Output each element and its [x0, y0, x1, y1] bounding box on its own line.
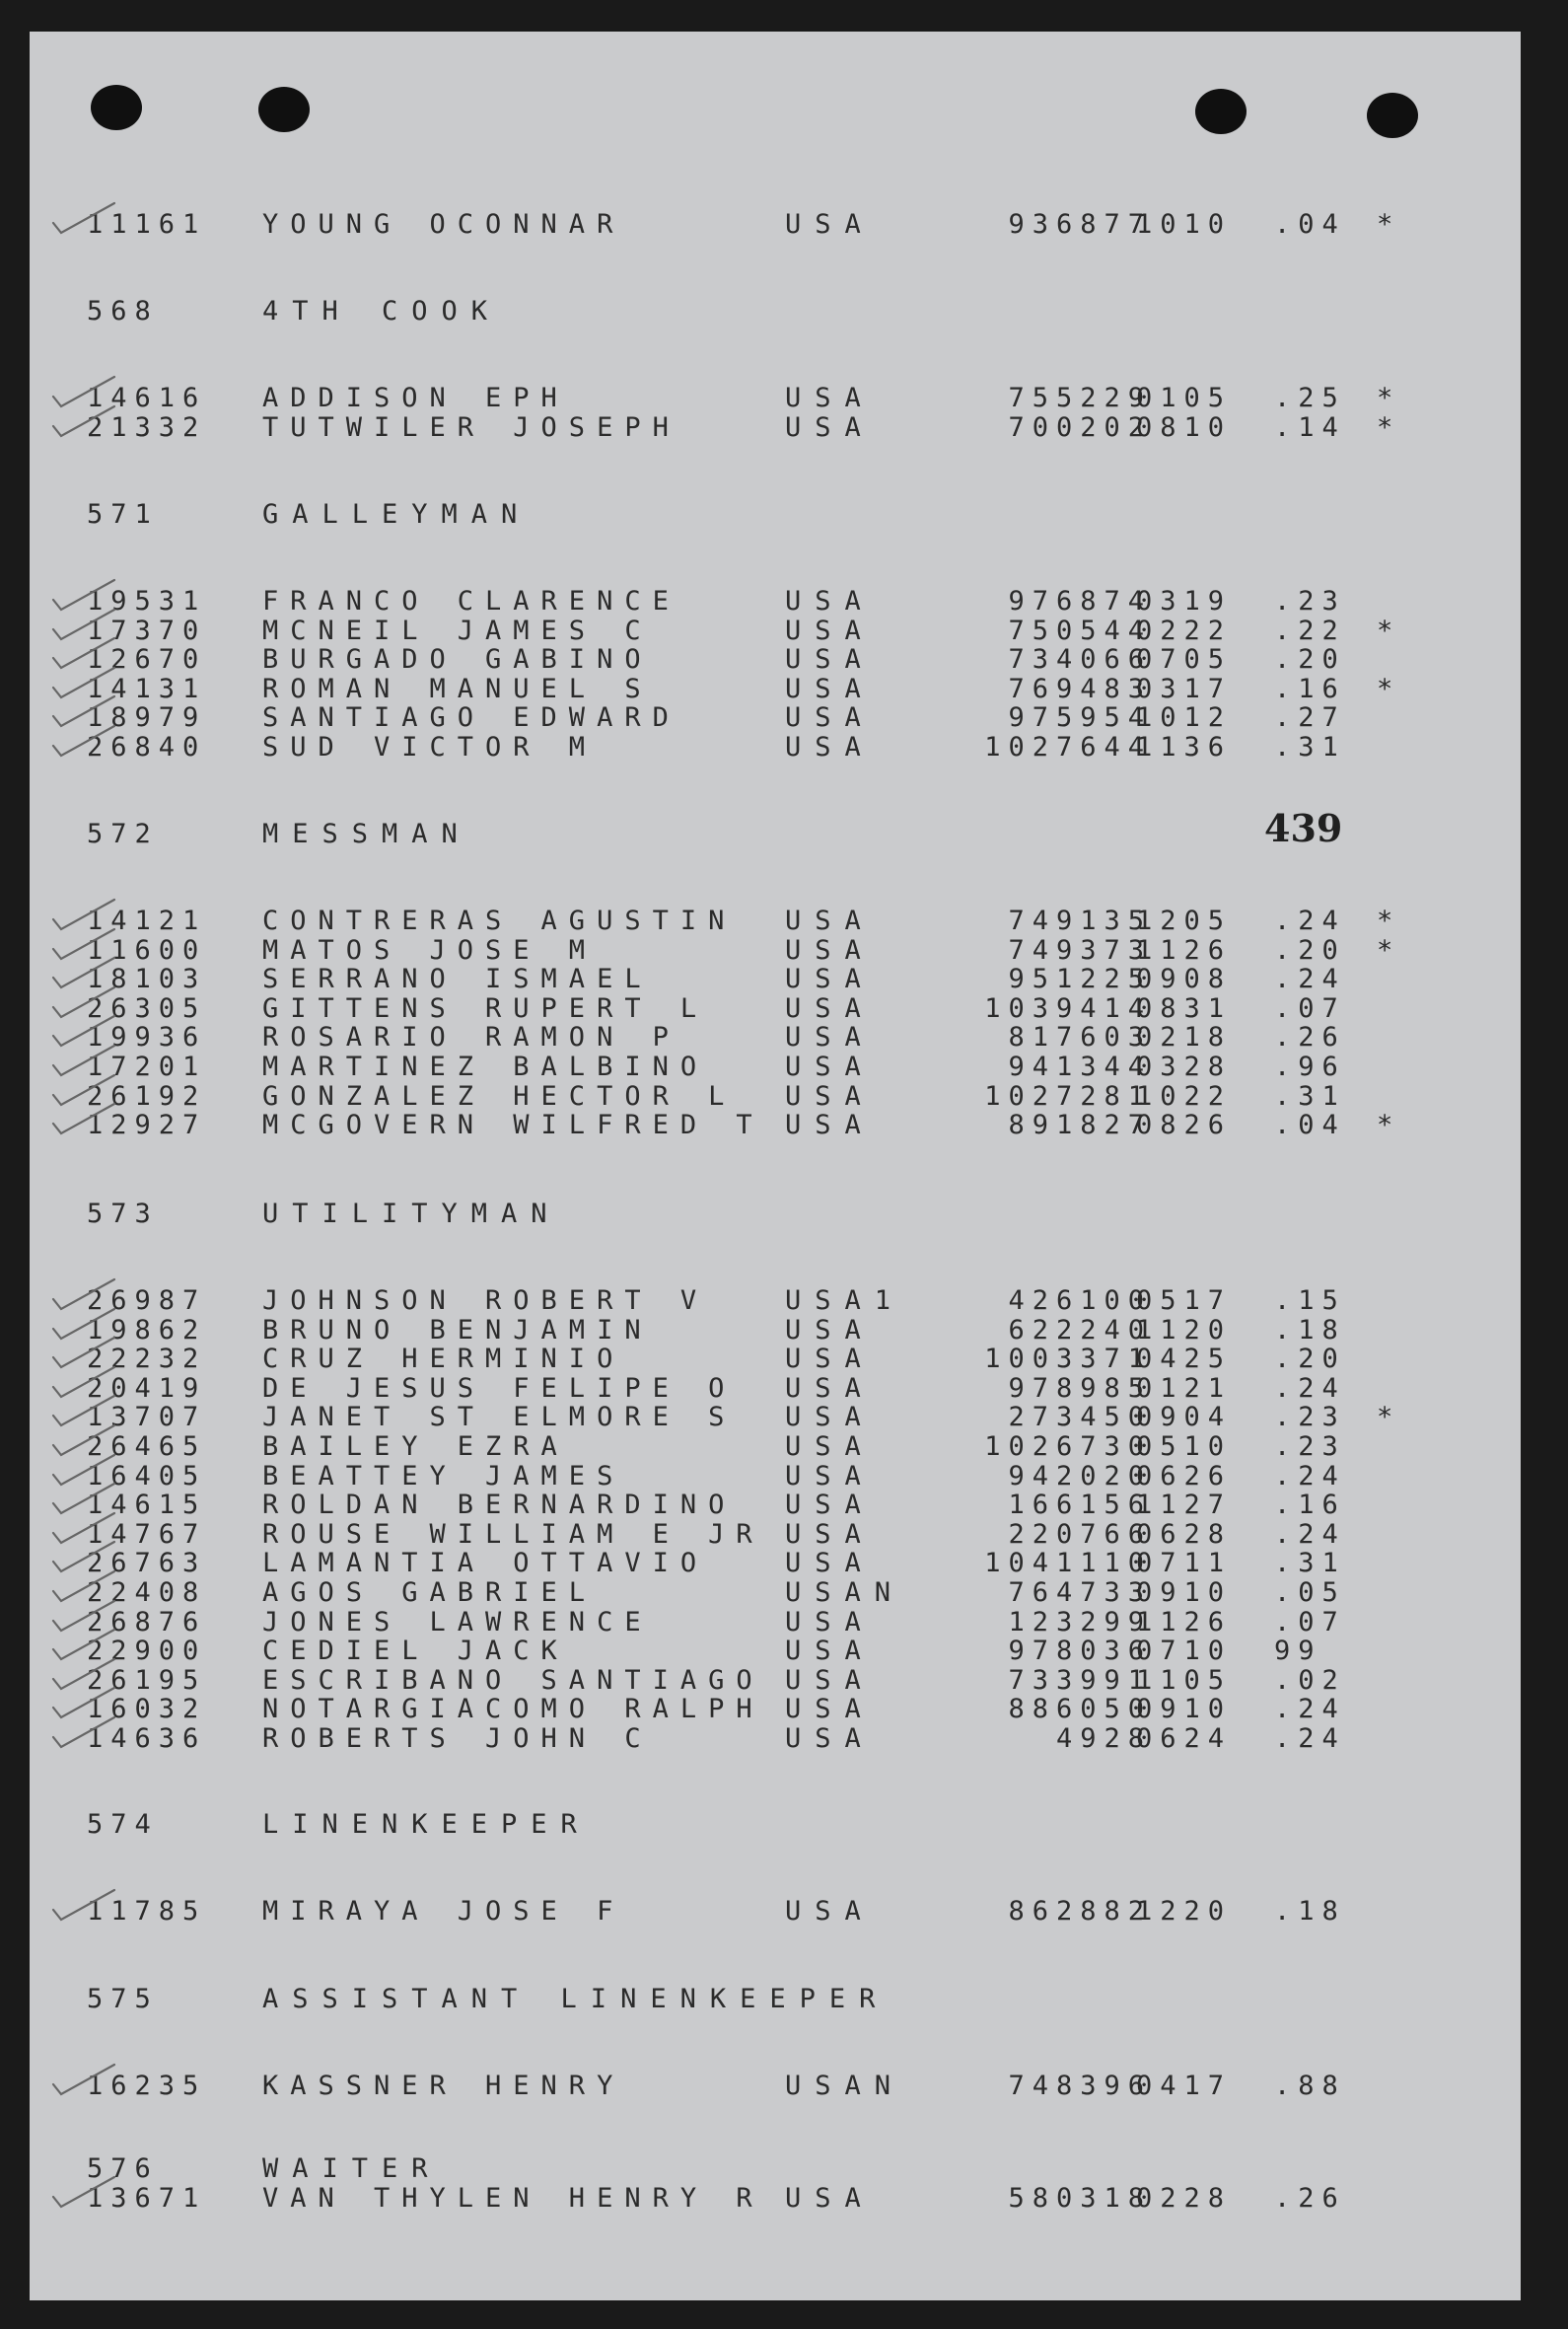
- crew-id: 26195: [87, 1664, 207, 1696]
- crew-id: 26192: [87, 1080, 207, 1112]
- crew-name: NOTARGIACOMO RALPH: [262, 1694, 764, 1725]
- citizenship: USA: [785, 1344, 875, 1375]
- crew-name: BAILEY EZRA: [262, 1431, 569, 1462]
- rate-value: 99: [1274, 1636, 1322, 1667]
- crew-id: 12927: [87, 1110, 207, 1141]
- crew-id: 18103: [87, 964, 207, 995]
- document-number: 123299: [1008, 1606, 1152, 1638]
- document-number: 1041110: [984, 1548, 1152, 1579]
- binder-hole: [1195, 89, 1247, 134]
- check-mark-icon: [49, 722, 118, 762]
- crew-id: 26840: [87, 732, 207, 763]
- rate-value: .14: [1274, 411, 1346, 443]
- rate-value: .23: [1274, 1431, 1346, 1462]
- asterisk-mark: *: [1377, 615, 1401, 646]
- crew-name: ROBERTS JOHN C: [262, 1723, 653, 1754]
- citizenship: USA: [785, 964, 875, 995]
- asterisk-mark: *: [1377, 673, 1401, 704]
- citizenship: USA: [785, 1896, 875, 1927]
- crew-row: [30, 209, 1521, 239]
- document-number: 755229: [1008, 383, 1152, 413]
- crew-name: MCGOVERN WILFRED T: [262, 1110, 764, 1141]
- rate-value: .04: [1274, 209, 1346, 240]
- crew-row: [30, 616, 1521, 645]
- crew-id: 14615: [87, 1490, 207, 1521]
- document-number: 1027281: [984, 1080, 1152, 1112]
- citizenship: USA: [785, 644, 875, 676]
- crew-id: 13671: [87, 2183, 207, 2214]
- page-number: 439: [1264, 806, 1343, 850]
- citizenship: USA: [785, 1606, 875, 1638]
- crew-id: 11600: [87, 934, 207, 966]
- position-code: 568: [87, 296, 159, 327]
- crew-id: 16235: [87, 2071, 207, 2101]
- crew-name: ROUSE WILLIAM E JR: [262, 1518, 764, 1550]
- crew-row: [30, 1665, 1521, 1695]
- crew-name: KASSNER HENRY: [262, 2071, 625, 2101]
- crew-row: [30, 993, 1521, 1023]
- rate-value: .88: [1274, 2071, 1346, 2101]
- date-code: 1126: [1136, 1606, 1233, 1638]
- date-code: 0831: [1136, 992, 1233, 1024]
- section-header: [30, 819, 1521, 848]
- citizenship: USA: [785, 1636, 875, 1667]
- crew-name: VAN THYLEN HENRY R: [262, 2183, 764, 2214]
- citizenship: USA: [785, 1431, 875, 1462]
- rate-value: .15: [1274, 1285, 1346, 1316]
- crew-row: [30, 1896, 1521, 1926]
- document-number: 749373: [1008, 934, 1152, 966]
- document-number: 4928: [1055, 1723, 1152, 1754]
- date-code: 0711: [1136, 1548, 1233, 1579]
- crew-name: ROMAN MANUEL S: [262, 673, 653, 704]
- date-code: 0710: [1136, 1636, 1233, 1667]
- date-code: 0425: [1136, 1344, 1233, 1375]
- rate-value: .31: [1274, 1548, 1346, 1579]
- document-number: 817603: [1008, 1022, 1152, 1054]
- document-number: 764733: [1008, 1577, 1152, 1608]
- date-code: 1012: [1136, 702, 1233, 734]
- check-mark-icon: [49, 402, 118, 442]
- document-number: 891827: [1008, 1110, 1152, 1141]
- section-header: [30, 1809, 1521, 1839]
- crew-id: 26305: [87, 992, 207, 1024]
- crew-name: JOHNSON ROBERT V: [262, 1285, 709, 1316]
- citizenship: USA: [785, 1548, 875, 1579]
- document-number: 1039414: [984, 992, 1152, 1024]
- document-number: 750544: [1008, 615, 1152, 646]
- crew-id: 16405: [87, 1460, 207, 1492]
- crew-name: BEATTEY JAMES: [262, 1460, 625, 1492]
- position-title: ASSISTANT LINENKEEPER: [262, 1984, 890, 2014]
- asterisk-mark: *: [1377, 1402, 1401, 1433]
- crew-name: ROSARIO RAMON P: [262, 1022, 680, 1054]
- rate-value: .25: [1274, 383, 1346, 413]
- date-code: 0910: [1136, 1694, 1233, 1725]
- crew-id: 16032: [87, 1694, 207, 1725]
- section-header: [30, 1199, 1521, 1228]
- crew-id: 20419: [87, 1372, 207, 1404]
- position-code: 573: [87, 1199, 159, 1229]
- asterisk-mark: *: [1377, 209, 1401, 240]
- rate-value: .20: [1274, 1344, 1346, 1375]
- date-code: 0628: [1136, 1518, 1233, 1550]
- crew-row: [30, 1607, 1521, 1637]
- crew-name: DE JESUS FELIPE O: [262, 1372, 737, 1404]
- rate-value: .24: [1274, 1723, 1346, 1754]
- check-mark-icon: [49, 2061, 118, 2100]
- crew-name: JANET ST ELMORE S: [262, 1402, 737, 1433]
- citizenship: USA: [785, 1402, 875, 1433]
- crew-id: 22232: [87, 1344, 207, 1375]
- crew-row: [30, 1577, 1521, 1607]
- rate-value: .24: [1274, 964, 1346, 995]
- crew-name: MATOS JOSE M: [262, 934, 598, 966]
- check-mark-icon: [49, 1886, 118, 1926]
- asterisk-mark: *: [1377, 906, 1401, 936]
- citizenship: USA: [785, 1490, 875, 1521]
- date-code: 0105: [1136, 383, 1233, 413]
- crew-name: TUTWILER JOSEPH: [262, 411, 680, 443]
- crew-row: [30, 1052, 1521, 1081]
- document-number: 749135: [1008, 906, 1152, 936]
- document-number: 862882: [1008, 1896, 1152, 1927]
- position-code: 574: [87, 1809, 159, 1840]
- document-number: 936877: [1008, 209, 1152, 240]
- citizenship: USA: [785, 702, 875, 734]
- rate-value: .96: [1274, 1052, 1346, 1082]
- date-code: 0319: [1136, 586, 1233, 617]
- crew-id: 14131: [87, 673, 207, 704]
- position-title: WAITER: [262, 2153, 442, 2184]
- rate-value: .24: [1274, 906, 1346, 936]
- crew-row: [30, 906, 1521, 935]
- document-number: 426100: [1008, 1285, 1152, 1316]
- crew-row: [30, 702, 1521, 732]
- crew-id: 17201: [87, 1052, 207, 1082]
- rate-value: .31: [1274, 732, 1346, 763]
- crew-id: 19862: [87, 1314, 207, 1346]
- crew-row: [30, 2183, 1521, 2213]
- crew-row: [30, 1431, 1521, 1461]
- asterisk-mark: *: [1377, 1110, 1401, 1141]
- check-mark-icon: [49, 199, 118, 239]
- crew-id: 21332: [87, 411, 207, 443]
- crew-name: JONES LAWRENCE: [262, 1606, 653, 1638]
- crew-id: 12670: [87, 644, 207, 676]
- citizenship: USA: [785, 1052, 875, 1082]
- asterisk-mark: *: [1377, 934, 1401, 966]
- check-mark-icon: [49, 2173, 118, 2213]
- crew-id: 17370: [87, 615, 207, 646]
- citizenship: USA: [785, 1694, 875, 1725]
- document-number: 1003371: [984, 1344, 1152, 1375]
- document-number: 886050: [1008, 1694, 1152, 1725]
- date-code: 1126: [1136, 934, 1233, 966]
- crew-name: SERRANO ISMAEL: [262, 964, 653, 995]
- crew-row: [30, 1490, 1521, 1519]
- document-page: [30, 32, 1521, 2300]
- rate-value: .23: [1274, 1402, 1346, 1433]
- date-code: 0222: [1136, 615, 1233, 646]
- crew-row: [30, 1315, 1521, 1345]
- crew-row: [30, 2071, 1521, 2100]
- crew-name: ROLDAN BERNARDINO: [262, 1490, 737, 1521]
- rate-value: .07: [1274, 1606, 1346, 1638]
- citizenship: USA: [785, 673, 875, 704]
- section-header: [30, 1984, 1521, 2013]
- crew-row: [30, 1373, 1521, 1403]
- crew-name: LAMANTIA OTTAVIO: [262, 1548, 709, 1579]
- crew-row: [30, 1081, 1521, 1111]
- citizenship: USA: [785, 1518, 875, 1550]
- document-number: 734066: [1008, 644, 1152, 676]
- rate-value: .24: [1274, 1460, 1346, 1492]
- date-code: 0218: [1136, 1022, 1233, 1054]
- crew-row: [30, 586, 1521, 616]
- crew-row: [30, 1519, 1521, 1549]
- citizenship: USA: [785, 586, 875, 617]
- crew-name: CEDIEL JACK: [262, 1636, 569, 1667]
- document-number: 166156: [1008, 1490, 1152, 1521]
- document-number: 951225: [1008, 964, 1152, 995]
- check-mark-icon: [49, 1100, 118, 1139]
- date-code: 1022: [1136, 1080, 1233, 1112]
- binder-hole: [258, 87, 310, 132]
- binder-hole: [91, 85, 142, 130]
- citizenship: USA: [785, 209, 875, 240]
- crew-name: BRUNO BENJAMIN: [262, 1314, 653, 1346]
- rate-value: .18: [1274, 1314, 1346, 1346]
- citizenship: USA: [785, 934, 875, 966]
- crew-id: 13707: [87, 1402, 207, 1433]
- crew-name: GITTENS RUPERT L: [262, 992, 709, 1024]
- position-title: LINENKEEPER: [262, 1809, 591, 1840]
- crew-id: 19936: [87, 1022, 207, 1054]
- document-number: 978985: [1008, 1372, 1152, 1404]
- crew-name: SUD VICTOR M: [262, 732, 598, 763]
- crew-name: BURGADO GABINO: [262, 644, 653, 676]
- citizenship: USA: [785, 383, 875, 413]
- rate-value: .22: [1274, 615, 1346, 646]
- crew-row: [30, 644, 1521, 674]
- citizenship: USAN: [785, 1577, 905, 1608]
- date-code: 0908: [1136, 964, 1233, 995]
- document-number: 700202: [1008, 411, 1152, 443]
- rate-value: .20: [1274, 934, 1346, 966]
- crew-name: SANTIAGO EDWARD: [262, 702, 680, 734]
- citizenship: USA: [785, 1110, 875, 1141]
- date-code: 1105: [1136, 1664, 1233, 1696]
- citizenship: USA: [785, 411, 875, 443]
- date-code: 0826: [1136, 1110, 1233, 1141]
- rate-value: .24: [1274, 1518, 1346, 1550]
- binder-hole: [1367, 93, 1418, 138]
- document-number: 976874: [1008, 586, 1152, 617]
- date-code: 0417: [1136, 2071, 1233, 2101]
- position-title: GALLEYMAN: [262, 499, 532, 530]
- document-number: 941344: [1008, 1052, 1152, 1082]
- rate-value: .31: [1274, 1080, 1346, 1112]
- position-code: 571: [87, 499, 159, 530]
- crew-id: 26876: [87, 1606, 207, 1638]
- crew-name: FRANCO CLARENCE: [262, 586, 680, 617]
- section-header: [30, 296, 1521, 326]
- crew-name: YOUNG OCONNAR: [262, 209, 625, 240]
- date-code: 0624: [1136, 1723, 1233, 1754]
- date-code: 1120: [1136, 1314, 1233, 1346]
- document-number: 1026730: [984, 1431, 1152, 1462]
- crew-id: 26763: [87, 1548, 207, 1579]
- rate-value: .16: [1274, 1490, 1346, 1521]
- crew-id: 19531: [87, 586, 207, 617]
- rate-value: .16: [1274, 673, 1346, 704]
- date-code: 1010: [1136, 209, 1233, 240]
- crew-row: [30, 1723, 1521, 1753]
- crew-id: 14121: [87, 906, 207, 936]
- crew-id: 22408: [87, 1577, 207, 1608]
- citizenship: USAN: [785, 2071, 905, 2101]
- rate-value: .04: [1274, 1110, 1346, 1141]
- citizenship: USA: [785, 1314, 875, 1346]
- crew-row: [30, 1636, 1521, 1665]
- citizenship: USA: [785, 2183, 875, 2214]
- crew-row: [30, 1402, 1521, 1431]
- date-code: 0810: [1136, 411, 1233, 443]
- date-code: 0510: [1136, 1431, 1233, 1462]
- section-header: [30, 499, 1521, 529]
- rate-value: .18: [1274, 1896, 1346, 1927]
- crew-id: 22900: [87, 1636, 207, 1667]
- crew-id: 14616: [87, 383, 207, 413]
- citizenship: USA: [785, 732, 875, 763]
- crew-id: 26465: [87, 1431, 207, 1462]
- rate-value: .24: [1274, 1694, 1346, 1725]
- crew-name: MCNEIL JAMES C: [262, 615, 653, 646]
- asterisk-mark: *: [1377, 411, 1401, 443]
- crew-name: CRUZ HERMINIO: [262, 1344, 625, 1375]
- date-code: 0328: [1136, 1052, 1233, 1082]
- date-code: 0626: [1136, 1460, 1233, 1492]
- date-code: 0705: [1136, 644, 1233, 676]
- document-number: 580318: [1008, 2183, 1152, 2214]
- citizenship: USA: [785, 906, 875, 936]
- crew-id: 11161: [87, 209, 207, 240]
- crew-id: 14636: [87, 1723, 207, 1754]
- date-code: 1136: [1136, 732, 1233, 763]
- rate-value: .20: [1274, 644, 1346, 676]
- rate-value: .26: [1274, 1022, 1346, 1054]
- citizenship: USA: [785, 1022, 875, 1054]
- crew-row: [30, 1461, 1521, 1491]
- document-number: 622240: [1008, 1314, 1152, 1346]
- asterisk-mark: *: [1377, 383, 1401, 413]
- position-title: MESSMAN: [262, 819, 471, 849]
- rate-value: .02: [1274, 1664, 1346, 1696]
- crew-row: [30, 1694, 1521, 1723]
- document-number: 748396: [1008, 2071, 1152, 2101]
- citizenship: USA: [785, 1723, 875, 1754]
- citizenship: USA: [785, 1460, 875, 1492]
- crew-row: [30, 1022, 1521, 1052]
- crew-row: [30, 732, 1521, 762]
- crew-name: AGOS GABRIEL: [262, 1577, 598, 1608]
- date-code: 1220: [1136, 1896, 1233, 1927]
- crew-row: [30, 964, 1521, 993]
- rate-value: .24: [1274, 1372, 1346, 1404]
- position-code: 572: [87, 819, 159, 849]
- crew-row: [30, 674, 1521, 703]
- date-code: 1205: [1136, 906, 1233, 936]
- document-number: 273450: [1008, 1402, 1152, 1433]
- rate-value: .05: [1274, 1577, 1346, 1608]
- position-title: UTILITYMAN: [262, 1199, 561, 1229]
- crew-row: [30, 935, 1521, 965]
- crew-row: [30, 1344, 1521, 1373]
- citizenship: USA: [785, 992, 875, 1024]
- crew-row: [30, 412, 1521, 442]
- document-number: 1027644: [984, 732, 1152, 763]
- document-number: 733991: [1008, 1664, 1152, 1696]
- citizenship: USA1: [785, 1285, 905, 1316]
- date-code: 0904: [1136, 1402, 1233, 1433]
- document-number: 975954: [1008, 702, 1152, 734]
- crew-name: GONZALEZ HECTOR L: [262, 1080, 737, 1112]
- position-code: 576: [87, 2153, 159, 2184]
- citizenship: USA: [785, 1080, 875, 1112]
- crew-row: [30, 1110, 1521, 1139]
- crew-name: MIRAYA JOSE F: [262, 1896, 625, 1927]
- document-number: 942020: [1008, 1460, 1152, 1492]
- citizenship: USA: [785, 1372, 875, 1404]
- rate-value: .23: [1274, 586, 1346, 617]
- crew-id: 18979: [87, 702, 207, 734]
- rate-value: .27: [1274, 702, 1346, 734]
- crew-name: ADDISON EPH: [262, 383, 569, 413]
- crew-id: 14767: [87, 1518, 207, 1550]
- section-header: [30, 2153, 1521, 2183]
- crew-row: [30, 383, 1521, 412]
- date-code: 0317: [1136, 673, 1233, 704]
- citizenship: USA: [785, 1664, 875, 1696]
- check-mark-icon: [49, 1713, 118, 1753]
- rate-value: .07: [1274, 992, 1346, 1024]
- date-code: 0517: [1136, 1285, 1233, 1316]
- citizenship: USA: [785, 615, 875, 646]
- crew-row: [30, 1285, 1521, 1315]
- crew-name: CONTRERAS AGUSTIN: [262, 906, 737, 936]
- document-number: 769483: [1008, 673, 1152, 704]
- document-number: 220766: [1008, 1518, 1152, 1550]
- position-title: 4TH COOK: [262, 296, 502, 327]
- crew-name: MARTINEZ BALBINO: [262, 1052, 709, 1082]
- document-number: 978036: [1008, 1636, 1152, 1667]
- crew-id: 26987: [87, 1285, 207, 1316]
- rate-value: .26: [1274, 2183, 1346, 2214]
- position-code: 575: [87, 1984, 159, 2014]
- crew-row: [30, 1548, 1521, 1577]
- date-code: 0910: [1136, 1577, 1233, 1608]
- date-code: 0228: [1136, 2183, 1233, 2214]
- date-code: 0121: [1136, 1372, 1233, 1404]
- crew-id: 11785: [87, 1896, 207, 1927]
- date-code: 1127: [1136, 1490, 1233, 1521]
- crew-name: ESCRIBANO SANTIAGO: [262, 1664, 764, 1696]
